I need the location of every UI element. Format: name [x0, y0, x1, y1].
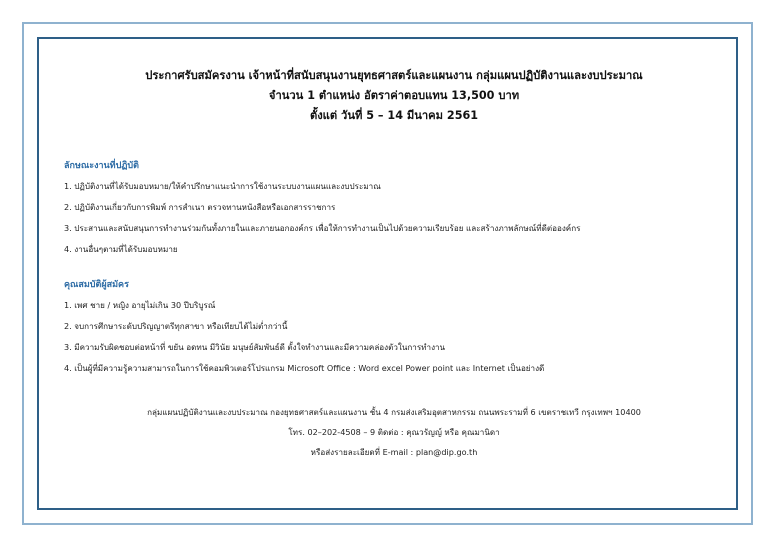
list-item: 3. ประสานและสนับสนุนการทำงานร่วมกันทั้งภายในและภายนอกองค์กร เพื่อให้การทำงานเป็นไปด้วยความเรียบร้อย และสร้างภาพลักษณ์ที่ดีต่อองค์กร	[64, 223, 581, 233]
duties-section-title: ลักษณะงานที่ปฏิบัติ	[64, 161, 139, 171]
footer-email[interactable]: หรือส่งรายละเอียดที่ E-mail : plan@dip.go.th	[310, 447, 478, 457]
footer-phone-contact: โทร. 02–202-4508 – 9 ติดต่อ : คุณวรัญญ์ หรือ คุณมานิดา	[288, 427, 500, 437]
duties-list	[64, 180, 724, 255]
list-item: 4. เป็นผู้ที่มีความรู้ความสามารถในการใช้คอมพิวเตอร์โปรแกรม Microsoft Office : Word excel Power point และ Internet เป็นอย่างดี	[64, 363, 545, 373]
heading-line-positions: จำนวน 1 ตำแหน่ง อัตราค่าตอบแทน 13,500 บาท	[268, 89, 520, 102]
qualifications-section-title: คุณสมบัติผู้สมัคร	[64, 280, 129, 290]
list-item: 1. เพศ ชาย / หญิง อายุไม่เกิน 30 ปีบริบูรณ์	[64, 300, 216, 310]
contact-footer	[64, 406, 724, 466]
announcement-heading	[64, 66, 724, 126]
announcement-body	[64, 64, 724, 383]
qualifications-list	[64, 299, 724, 374]
heading-line-title: ประกาศรับสมัครงาน เจ้าหน้าที่สนับสนุนงานยุทธศาสตร์และแผนงาน กลุ่มแผนปฏิบัติงานและงบประมาณ	[145, 69, 643, 82]
list-item: 1. ปฏิบัติงานที่ได้รับมอบหมาย/ให้คำปรึกษาแนะนำการใช้งานระบบงานแผนและงบประมาณ	[64, 181, 381, 191]
list-item: 2. จบการศึกษาระดับปริญญาตรีทุกสาขา หรือเทียบได้ไม่ต่ำกว่านี้	[64, 321, 288, 331]
heading-line-dates: ตั้งแต่ วันที่ 5 – 14 มีนาคม 2561	[309, 109, 479, 122]
list-item: 3. มีความรับผิดชอบต่อหน้าที่ ขยัน อดทน มีวินัย มนุษย์สัมพันธ์ดี ตั้งใจทำงานและมีความคล่องตัวในการทำงาน	[64, 342, 446, 352]
list-item: 2. ปฏิบัติงานเกี่ยวกับการพิมพ์ การสำเนา ตรวจทานหนังสือหรือเอกสารราชการ	[64, 202, 336, 212]
footer-address: กลุ่มแผนปฏิบัติงานและงบประมาณ กองยุทธศาสตร์และแผนงาน ชั้น 4 กรมส่งเสริมอุตสาหกรรม ถนนพระรามที่ 6 เขตราชเทวี กรุงเทพฯ 10400	[147, 407, 641, 417]
list-item: 4. งานอื่นๆตามที่ได้รับมอบหมาย	[64, 244, 178, 254]
